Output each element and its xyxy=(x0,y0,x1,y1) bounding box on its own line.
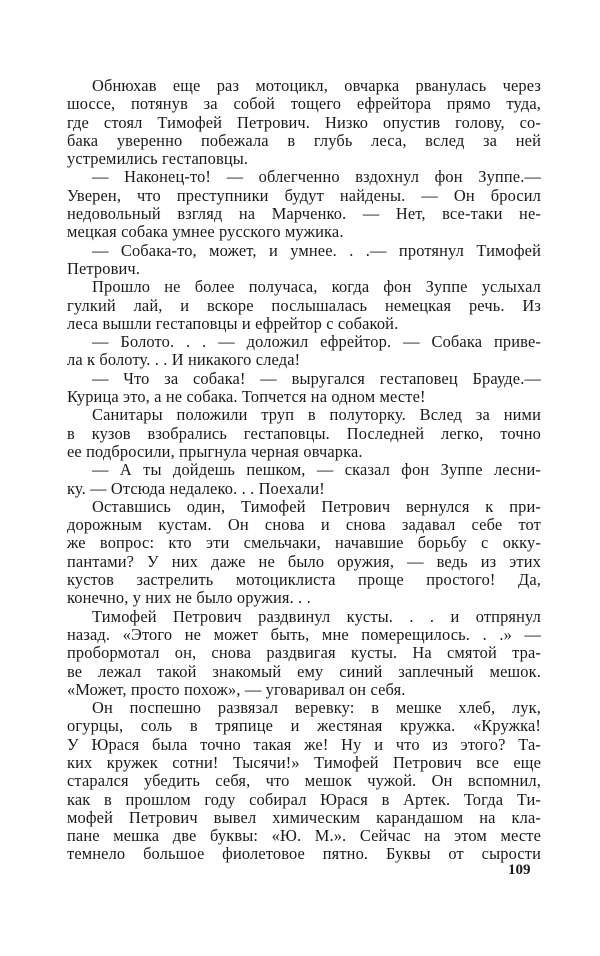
text-line: Прошло не более получаса, когда фон Зуппе услыхал xyxy=(92,277,541,297)
text-line: бака уверенно побежала в глубь леса, вслед за ней xyxy=(67,130,541,150)
text-line: Санитары положили труп в полуторку. Вслед за ними xyxy=(92,405,541,425)
page-number: 109 xyxy=(508,862,531,878)
text-line: ких кружек сотни! Тысячи!» Тимофей Петрович все еще xyxy=(67,752,541,772)
text-line: устремились гестаповцы. xyxy=(67,149,249,169)
text-line: Он поспешно развязал веревку: в мешке хлеб, лук, xyxy=(92,698,541,718)
text-line: пане мешка две буквы: «Ю. М.». Сейчас на этом месте xyxy=(67,826,541,846)
text-line: кустов застрелить мотоциклиста проще простого! Да, xyxy=(67,570,541,590)
text-line: назад. «Этого не может быть, мне померещилось. . .» — xyxy=(67,624,541,644)
text-line: где стоял Тимофей Петрович. Низко опустив голову, со- xyxy=(67,112,541,132)
paragraph xyxy=(67,608,541,699)
text-line: пробормотал он, снова раздвигая кусты. На смятой тра- xyxy=(67,643,541,663)
text-line: — Что за собака! — выругался гестаповец Брауде.— xyxy=(92,368,541,388)
text-line: — Собака-то, может, и умнее. . .— протянул Тимофей xyxy=(92,240,541,260)
text-line: мофей Петрович вывел химическим карандашом на кла- xyxy=(67,807,541,827)
paragraph xyxy=(67,168,541,241)
text-line: Уверен, что преступники будут найдены. — Он бросил xyxy=(67,185,541,205)
text-line: конечно, у них не было оружия. . . xyxy=(67,588,311,608)
text-line: Петрович. xyxy=(67,258,141,278)
text-line: — Наконец-то! — облегченно вздохнул фон Зуппе.— xyxy=(92,167,541,187)
text-line: Курица это, а не собака. Топчется на одном месте! xyxy=(67,387,426,407)
text-line: ла к болоту. . . И никакого следа! xyxy=(67,350,301,370)
text-line: мецкая собака умнее русского мужика. xyxy=(67,222,344,242)
text-line: леса вышли гестаповцы и ефрейтор с собакой. xyxy=(67,313,399,333)
text-line: огурцы, соль в тряпице и жестяная кружка. «Кружка! xyxy=(67,716,541,736)
text-line: шоссе, потянув за собой тощего ефрейтора прямо туда, xyxy=(67,94,541,114)
text-line: старался убедить себя, что мешок чужой. Он вспомнил, xyxy=(67,771,541,791)
text-line: пантами? У них даже не было оружия, — ведь из этих xyxy=(67,551,541,571)
text-line: ку. — Отсюда недалеко. . . Поехали! xyxy=(67,478,325,498)
text-line: как в прошлом году собирал Юрася в Артек. Тогда Ти- xyxy=(67,789,541,809)
paragraph xyxy=(67,699,541,864)
text-line: в кузов взобрались гестаповцы. Последней легко, точно xyxy=(67,423,541,443)
text-line: Тимофей Петрович раздвинул кусты. . . и отпрянул xyxy=(92,606,541,626)
text-line: ве лежал такой знакомый ему синий заплечный мешок. xyxy=(67,661,541,681)
paragraph xyxy=(67,242,541,279)
text-line: Оставшись один, Тимофей Петрович вернулся к при- xyxy=(92,496,541,516)
paragraph xyxy=(67,77,541,168)
text-line: — Болото. . . — доложил ефрейтор. — Собака приве- xyxy=(92,332,541,352)
text-line: же вопрос: кто эти смельчаки, начавшие борьбу с окку- xyxy=(67,533,541,553)
text-line: недовольный взгляд на Марченко. — Нет, все-таки не- xyxy=(67,204,541,224)
text-line: ее подбросили, прыгнула черная овчарка. xyxy=(67,441,363,461)
text-line: гулкий лай, и вскоре послышалась немецкая речь. Из xyxy=(67,295,541,315)
text-line: У Юрася была точно такая же! Ну и что из этого? Та- xyxy=(67,734,541,754)
paragraph xyxy=(67,278,541,333)
text-line: дорожным кустам. Он снова и снова задавал себе тот xyxy=(67,515,541,535)
text-line: темнело большое фиолетовое пятно. Буквы от сырости xyxy=(67,844,541,864)
text-line: — А ты дойдешь пешком, — сказал фон Зуппе лесни- xyxy=(92,460,541,480)
text-line: «Может, просто похож», — уговаривал он себя. xyxy=(67,679,406,699)
text-line: Обнюхав еще раз мотоцикл, овчарка рванулась через xyxy=(92,76,541,95)
paragraph xyxy=(67,498,541,608)
paragraph xyxy=(67,406,541,461)
page-body-text xyxy=(67,77,541,864)
paragraph xyxy=(67,370,541,407)
paragraph xyxy=(67,461,541,498)
paragraph xyxy=(67,333,541,370)
